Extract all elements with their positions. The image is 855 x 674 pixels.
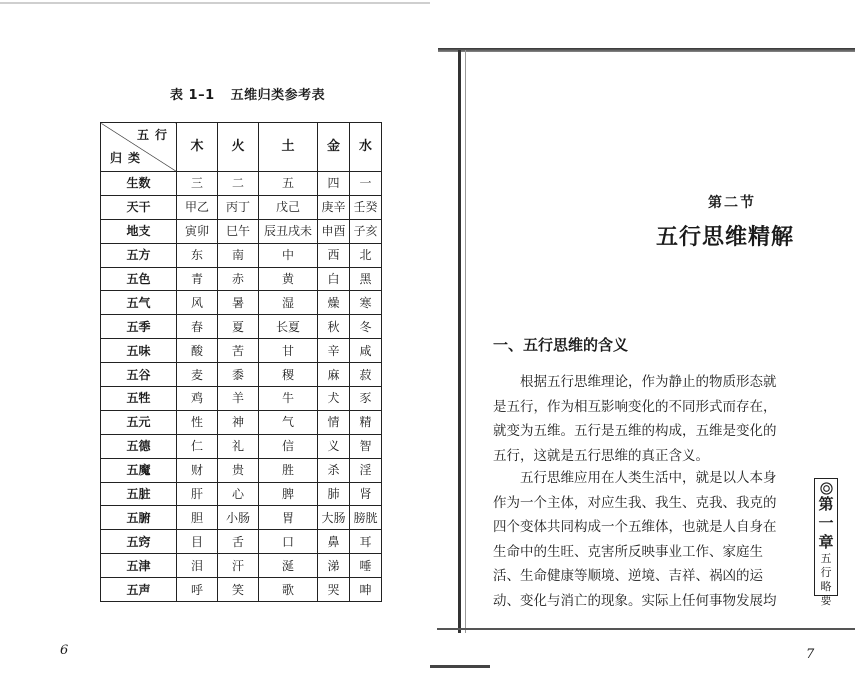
table-cell: 犬 [318, 387, 350, 411]
column-header: 金 [318, 123, 350, 172]
page-bottom-edge [437, 628, 855, 630]
book-spine-line-inner [465, 50, 466, 633]
table-cell: 庚辛 [318, 195, 350, 219]
page-curl-edge [430, 665, 490, 668]
table-cell: 牛 [259, 387, 318, 411]
reference-table [100, 122, 382, 602]
table-row [101, 267, 382, 291]
table-cell: 目 [177, 530, 218, 554]
column-header: 土 [259, 123, 318, 172]
text-line: 是五行，作为相互影响变化的不同形式而存在， [493, 398, 777, 415]
table-cell: 五 [259, 172, 318, 196]
row-label: 五味 [101, 339, 177, 363]
table-cell: 风 [177, 291, 218, 315]
table-cell: 南 [218, 243, 259, 267]
table-cell: 胃 [259, 506, 318, 530]
table-cell: 黄 [259, 267, 318, 291]
table-cell: 财 [177, 458, 218, 482]
table-cell: 胆 [177, 506, 218, 530]
chapter-sub-char: 略 [820, 580, 832, 593]
table-row [101, 410, 382, 434]
table-cell: 汗 [218, 554, 259, 578]
text-line: 活、生命健康等顺境、逆境、吉祥、祸凶的运 [493, 568, 763, 584]
page-number-right: 7 [806, 647, 815, 662]
row-label: 五气 [101, 291, 177, 315]
table-cell: 耳 [350, 530, 382, 554]
table-cell: 笑 [218, 578, 259, 602]
table-header-row [101, 123, 382, 172]
table-cell: 二 [218, 172, 259, 196]
row-label: 五腑 [101, 506, 177, 530]
table-cell: 精 [350, 410, 382, 434]
table-cell: 赤 [218, 267, 259, 291]
column-header: 水 [350, 123, 382, 172]
table-cell: 酸 [177, 339, 218, 363]
table-cell: 西 [318, 243, 350, 267]
table-cell: 义 [318, 434, 350, 458]
table-cell: 戊己 [259, 195, 318, 219]
table-cell: 稷 [259, 363, 318, 387]
table-row [101, 458, 382, 482]
table-cell: 壬癸 [350, 195, 382, 219]
table-cell: 口 [259, 530, 318, 554]
table-cell: 羊 [218, 387, 259, 411]
table-cell: 子亥 [350, 219, 382, 243]
table-cell: 丙丁 [218, 195, 259, 219]
table-cell: 长夏 [259, 315, 318, 339]
table-cell: 辛 [318, 339, 350, 363]
table-cell: 小肠 [218, 506, 259, 530]
chapter-char: 章 [818, 533, 834, 551]
column-header: 火 [218, 123, 259, 172]
table-cell: 礼 [218, 434, 259, 458]
table-cell: 中 [259, 243, 318, 267]
table-cell: 哭 [318, 578, 350, 602]
row-label: 生数 [101, 172, 177, 196]
table-cell: 麦 [177, 363, 218, 387]
table-row [101, 195, 382, 219]
table-cell: 菽 [350, 363, 382, 387]
paragraph-1 [493, 370, 783, 468]
table-row [101, 339, 382, 363]
text-line: 作为一个主体，对应生我、我生、克我、我克的 [493, 494, 777, 511]
table-row [101, 291, 382, 315]
diag-top-label: 五 行 [136, 128, 167, 142]
table-cell: 性 [177, 410, 218, 434]
row-label: 五谷 [101, 363, 177, 387]
row-label: 五津 [101, 554, 177, 578]
table-cell: 智 [350, 434, 382, 458]
diagonal-header-cell [101, 123, 177, 172]
table-cell: 舌 [218, 530, 259, 554]
row-label: 五方 [101, 243, 177, 267]
table-cell: 甘 [259, 339, 318, 363]
paragraph-2 [493, 466, 783, 613]
row-label: 五窍 [101, 530, 177, 554]
table-cell: 涕 [318, 554, 350, 578]
table-cell: 涎 [259, 554, 318, 578]
table-cell: 咸 [350, 339, 382, 363]
section-title: 五行思维精解 [656, 224, 795, 250]
table-cell: 大肠 [318, 506, 350, 530]
book-spine-line [458, 50, 461, 633]
table-cell: 胜 [259, 458, 318, 482]
text-line: 动、变化与消亡的现象。实际上任何事物发展均 [493, 592, 777, 609]
table-cell: 鸡 [177, 387, 218, 411]
table-row [101, 315, 382, 339]
table-cell: 泪 [177, 554, 218, 578]
table-row [101, 434, 382, 458]
table-cell: 秋 [318, 315, 350, 339]
table-cell: 冬 [350, 315, 382, 339]
table-cell: 膀胱 [350, 506, 382, 530]
table-cell: 肝 [177, 482, 218, 506]
table-cell: 苦 [218, 339, 259, 363]
table-title: 五维归类参考表 [230, 88, 326, 103]
table-row [101, 219, 382, 243]
table-cell: 心 [218, 482, 259, 506]
table-cell: 四 [318, 172, 350, 196]
table-number: 表 1–1 [170, 88, 215, 103]
table-row [101, 482, 382, 506]
table-row [101, 243, 382, 267]
page-number-left: 6 [60, 643, 69, 658]
text-line: 根据五行思维理论，作为静止的物质形态就 [520, 374, 777, 390]
table-row [101, 387, 382, 411]
text-line: 五行思维应用在人类生活中，就是以人本身 [520, 470, 777, 486]
page-edge [0, 2, 430, 4]
table-cell: 暑 [218, 291, 259, 315]
table-cell: 东 [177, 243, 218, 267]
table-row [101, 172, 382, 196]
table-cell: 贵 [218, 458, 259, 482]
diag-bottom-label: 归 类 [110, 151, 141, 165]
table-cell: 三 [177, 172, 218, 196]
table-row [101, 506, 382, 530]
table-cell: 黑 [350, 267, 382, 291]
table-cell: 豕 [350, 387, 382, 411]
chapter-sub-char: 五 [820, 552, 832, 565]
table-cell: 燥 [318, 291, 350, 315]
table-cell: 青 [177, 267, 218, 291]
table-cell: 脾 [259, 482, 318, 506]
table-cell: 辰丑戌未 [259, 219, 318, 243]
text-line: 生命中的生旺、克害所反映事业工作、家庭生 [493, 543, 763, 560]
text-line: 五行，这就是五行思维的真正含义。 [493, 447, 709, 464]
table-cell: 巳午 [218, 219, 259, 243]
text-line: 四个变体共同构成一个五维体，也就是人自身在 [493, 519, 777, 535]
section-label: 第二节 [708, 195, 756, 211]
table-cell: 信 [259, 434, 318, 458]
table-cell: 湿 [259, 291, 318, 315]
table-cell: 仁 [177, 434, 218, 458]
table-row [101, 363, 382, 387]
table-cell: 鼻 [318, 530, 350, 554]
subheading: 一、五行思维的含义 [493, 336, 629, 354]
row-label: 五德 [101, 434, 177, 458]
table-cell: 春 [177, 315, 218, 339]
row-label: 五牲 [101, 387, 177, 411]
row-label: 五季 [101, 315, 177, 339]
table-cell: 北 [350, 243, 382, 267]
chapter-char: 第 [818, 495, 834, 513]
table-row [101, 578, 382, 602]
table-cell: 申酉 [318, 219, 350, 243]
chapter-char: 一 [818, 514, 834, 532]
row-label: 五色 [101, 267, 177, 291]
table-cell: 神 [218, 410, 259, 434]
row-label: 地支 [101, 219, 177, 243]
chapter-sub-char: 要 [820, 594, 832, 607]
row-label: 五元 [101, 410, 177, 434]
double-circle-icon [820, 482, 833, 495]
table-cell: 夏 [218, 315, 259, 339]
table-cell: 麻 [318, 363, 350, 387]
page-edge-shadow [438, 48, 855, 52]
table-cell: 寒 [350, 291, 382, 315]
text-line: 就变为五维。五行是五维的构成，五维是变化的 [493, 423, 777, 439]
row-label: 天干 [101, 195, 177, 219]
table-cell: 一 [350, 172, 382, 196]
row-label: 五声 [101, 578, 177, 602]
row-label: 五魔 [101, 458, 177, 482]
table-cell: 情 [318, 410, 350, 434]
table-cell: 歌 [259, 578, 318, 602]
table-body [101, 172, 382, 602]
table-row [101, 530, 382, 554]
table-cell: 肾 [350, 482, 382, 506]
table-caption [170, 84, 350, 103]
chapter-tab [814, 478, 838, 607]
row-label: 五脏 [101, 482, 177, 506]
table-cell: 淫 [350, 458, 382, 482]
table-cell: 气 [259, 410, 318, 434]
table-cell: 唾 [350, 554, 382, 578]
table-cell: 肺 [318, 482, 350, 506]
table-cell: 呻 [350, 578, 382, 602]
table-cell: 甲乙 [177, 195, 218, 219]
table-cell: 白 [318, 267, 350, 291]
table-cell: 黍 [218, 363, 259, 387]
table-cell: 杀 [318, 458, 350, 482]
table-row [101, 554, 382, 578]
table-cell: 呼 [177, 578, 218, 602]
column-header: 木 [177, 123, 218, 172]
chapter-sub-char: 行 [820, 566, 832, 579]
table-cell: 寅卯 [177, 219, 218, 243]
